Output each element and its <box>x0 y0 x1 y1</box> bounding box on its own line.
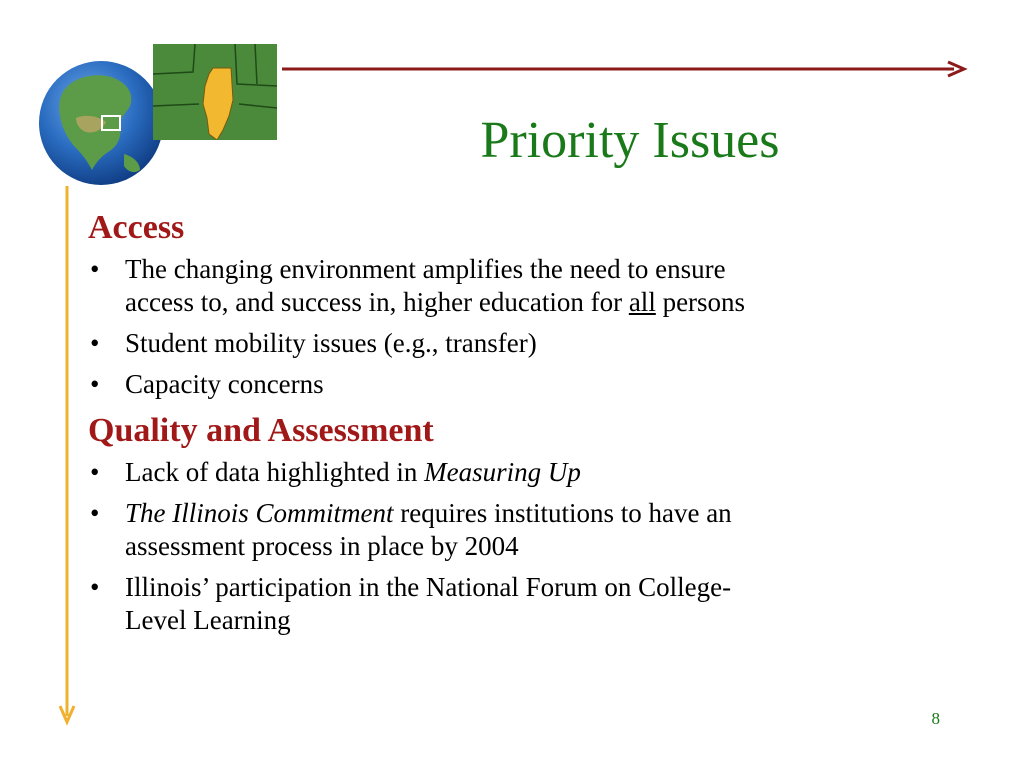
bullet-item <box>88 571 945 637</box>
bullet-text: Student mobility issues (e.g., transfer) <box>125 328 537 358</box>
slide-content <box>88 206 988 645</box>
illinois-map-icon <box>153 44 277 140</box>
section-heading-quality: Quality and Assessment <box>88 412 434 449</box>
globe-icon <box>36 58 166 188</box>
bullet-text: assessment process in place by 2004 <box>125 531 519 561</box>
quality-bullets <box>88 456 988 637</box>
side-arrow-line <box>56 186 78 726</box>
bullet-item <box>88 368 945 401</box>
bullet-item <box>88 456 945 489</box>
bullet-text: The changing environment amplifies the need to ensure <box>125 254 726 284</box>
top-arrow-line <box>282 58 968 80</box>
bullet-text: requires institutions to have an <box>393 498 732 528</box>
italic-title: The Illinois Commitment <box>125 498 394 528</box>
bullet-text: Lack of data highlighted in <box>125 457 425 487</box>
bullet-item <box>88 327 945 360</box>
bullet-text: persons <box>655 287 746 317</box>
underlined-word: all <box>628 287 656 317</box>
slide-title: Priority Issues <box>480 112 780 169</box>
bullet-text: Capacity concerns <box>125 369 324 399</box>
bullet-text: access to, and success in, higher education for <box>125 287 629 317</box>
access-bullets <box>88 253 988 401</box>
bullet-text: Illinois’ participation in the National Forum on College- <box>125 572 732 602</box>
italic-title: Measuring Up <box>424 457 581 487</box>
bullet-text: Level Learning <box>125 605 291 635</box>
bullet-item <box>88 253 945 319</box>
bullet-item <box>88 497 945 563</box>
page-number: 8 <box>931 709 940 728</box>
section-heading-access: Access <box>88 209 185 246</box>
